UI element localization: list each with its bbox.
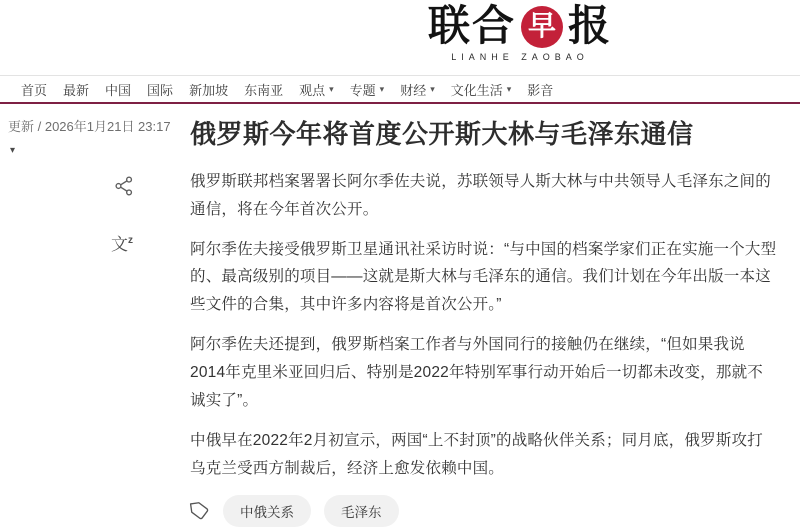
nav-label: 东南亚: [244, 82, 284, 98]
logo-circle-char: 早: [528, 11, 557, 42]
zaobao-logo[interactable]: [428, 6, 612, 62]
chevron-down-icon: ▾: [329, 84, 334, 94]
nav-label: 专题: [349, 82, 376, 98]
nav-item-latest[interactable]: [55, 80, 97, 99]
article-body: [190, 118, 800, 527]
logo-wordmark: [428, 6, 612, 48]
translate-icon-sub: z: [128, 235, 133, 246]
nav-label: 影音: [527, 82, 554, 98]
nav-item-opinion[interactable]: [291, 80, 342, 99]
logo-text-right: 报: [568, 4, 613, 50]
tag-china-russia-relations[interactable]: 中俄关系: [223, 495, 311, 527]
article-headline: 俄罗斯今年将首度公开斯大林与毛泽东通信: [190, 119, 694, 149]
share-icon: [113, 174, 135, 198]
article-paragraph: 中俄早在2022年2月初宣示，两国“上不封顶”的战略伙伴关系；同月底，俄罗斯攻打乌克兰受西方制裁后，经济上愈发依赖中国。: [190, 431, 763, 477]
nav-item-home[interactable]: [13, 80, 55, 99]
translate-icon: 文: [111, 235, 128, 254]
tag-mao-zedong[interactable]: 毛泽东: [324, 495, 399, 527]
nav-label: 观点: [299, 82, 326, 98]
tag-icon: [190, 501, 210, 521]
chevron-down-icon[interactable]: ▾: [10, 145, 16, 157]
nav-label: 中国: [105, 82, 132, 98]
nav-label: 最新: [63, 82, 90, 98]
share-button[interactable]: [113, 174, 135, 203]
nav-label: 国际: [147, 82, 174, 98]
nav-item-singapore[interactable]: [181, 80, 236, 99]
chevron-down-icon: ▾: [379, 84, 385, 94]
article-page: [0, 104, 800, 527]
main-nav: [0, 75, 800, 104]
nav-item-video[interactable]: [519, 80, 561, 99]
article-paragraph: 阿尔季佐夫接受俄罗斯卫星通讯社采访时说：“与中国的档案学家们正在实施一个大型的、最高级别的项目——这就是斯大林与毛泽东的通信。我们计划在今年出版一本这些文件的合集，其中许多内容将是首次公开。”: [190, 240, 777, 314]
translate-button[interactable]: [111, 230, 133, 255]
nav-item-southeast-asia[interactable]: [236, 80, 291, 99]
nav-label: 新加坡: [189, 82, 229, 98]
logo-subtitle: LIANHE ZAOBAO: [451, 52, 589, 62]
nav-label: 首页: [21, 82, 48, 98]
logo-text-left: 联合: [428, 4, 517, 50]
chevron-down-icon: ▾: [506, 84, 512, 94]
article-paragraph: 俄罗斯联邦档案署署长阿尔季佐夫说，苏联领导人斯大林与中共领导人毛泽东之间的通信，将在今年首次公开。: [190, 172, 771, 218]
nav-item-world[interactable]: [139, 80, 181, 99]
article-updated-timestamp: 更新 / 2026年1月21日 23:17: [8, 119, 171, 134]
chevron-down-icon: ▾: [430, 84, 435, 94]
article-paragraph: 阿尔季佐夫还提到，俄罗斯档案工作者与外国同行的接触仍在继续，“但如果我说2014年克里米亚回归后、特别是2022年特别军事行动开始后一切都未改变，那就不诚实了”。: [190, 336, 763, 410]
nav-item-china[interactable]: [97, 80, 139, 99]
nav-label: 文化生活: [450, 82, 503, 98]
logo-red-circle: [521, 6, 563, 48]
nav-item-lifestyle[interactable]: [443, 80, 520, 99]
nav-item-finance[interactable]: [392, 80, 443, 99]
masthead: [0, 0, 800, 75]
article-meta-rail: [0, 118, 190, 527]
nav-label: 财经: [400, 82, 427, 98]
nav-item-special-topics[interactable]: [342, 80, 393, 99]
article-tags: [190, 495, 778, 527]
